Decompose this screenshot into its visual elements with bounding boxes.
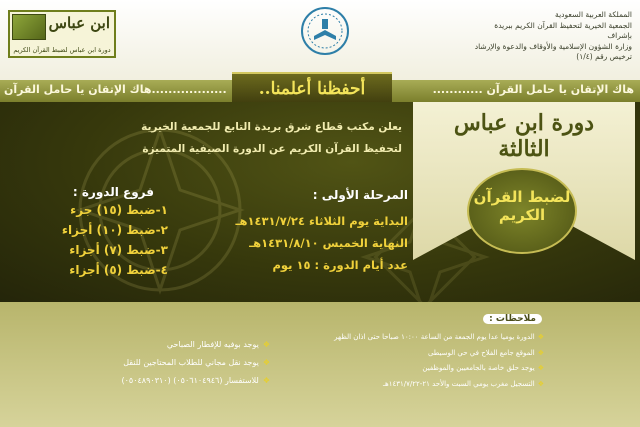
announcement bbox=[82, 116, 402, 160]
notes-title: ملاحظات : bbox=[483, 314, 542, 324]
org-line: بإشراف bbox=[607, 31, 632, 40]
bullet-icon: ❖ bbox=[537, 333, 544, 341]
bullet-icon: ❖ bbox=[262, 358, 270, 367]
course-name bbox=[413, 110, 635, 162]
course-purpose-line: لضبط القرآن bbox=[473, 188, 571, 206]
phase-info bbox=[228, 186, 408, 276]
info-item bbox=[50, 354, 270, 372]
slogan-right: هاك الإتقان يا حامل القرآن ............ bbox=[432, 83, 634, 96]
phase-end: النهاية الخميس ١٤٣١/٨/١٠هـ bbox=[249, 236, 408, 250]
note-text: التسجيل مغرب يومي السبت والأحد ٢١-١٤٣١/٧/٢٢هـ bbox=[383, 379, 535, 388]
info-text: يوجد نقل مجاني للطلاب المحتاجين للنقل bbox=[123, 358, 259, 367]
logo-subtitle: دورة ابن عباس لضبط القرآن الكريم bbox=[13, 46, 111, 54]
org-line: المملكة العربية السعودية bbox=[555, 10, 632, 19]
bullet-icon: ❖ bbox=[537, 348, 544, 357]
bottom-section bbox=[0, 302, 640, 427]
info-item bbox=[50, 372, 270, 390]
announcement-line: يعلن مكتب قطاع شرق بريدة التابع للجمعية الخيرية bbox=[141, 121, 402, 133]
note-text: يوجد حلق خاصة بالجامعيين والموظفين bbox=[422, 364, 535, 372]
course-name-line: دورة ابن عباس bbox=[453, 110, 595, 136]
org-line: الجمعية الخيرية لتحفيظ القرآن الكريم ببريدة bbox=[494, 20, 632, 30]
bullet-icon: ❖ bbox=[537, 379, 544, 388]
branches-title: فروع الدورة : bbox=[72, 185, 154, 199]
note-text: الموقع جامع الفلاح في حي الوسيطى bbox=[427, 348, 535, 357]
banner-center-text: أحفظنا أعلمنا.. bbox=[258, 79, 366, 99]
announcement-line: لتحفيظ القرآن الكريم عن الدورة الصيفية المتميزة bbox=[142, 143, 402, 155]
course-logo bbox=[8, 10, 116, 58]
organization-info bbox=[382, 10, 632, 63]
branch-item: ١-ضبط (١٥) جزء bbox=[70, 203, 168, 217]
course-purpose-badge bbox=[467, 168, 577, 254]
course-branches bbox=[8, 184, 168, 280]
association-emblem-icon bbox=[300, 6, 350, 56]
info-list bbox=[50, 336, 270, 390]
branch-item: ٢-ضبط (١٠) أجزاء bbox=[61, 223, 168, 237]
logo-title: ابن عباس bbox=[48, 14, 110, 32]
phase-start: البداية يوم الثلاثاء ١٤٣١/٧/٢٤هـ bbox=[235, 214, 408, 228]
banner-center-badge bbox=[232, 72, 392, 106]
header bbox=[0, 0, 640, 80]
logo-mosque-image bbox=[12, 14, 46, 40]
info-item bbox=[50, 336, 270, 354]
info-text: للاستفسار (٠٥٠٦١٠٤٩٤٦) (٠٥٠٤٨٩٠٣١٠) bbox=[121, 376, 259, 385]
org-line: وزارة الشؤون الإسلامية والأوقاف والدعوة والإرشاد bbox=[474, 41, 632, 51]
info-text: يوجد بوفيه للإفطار الصباحي bbox=[166, 340, 259, 349]
branch-item: ٤-ضبط (٥) أجزاء bbox=[69, 263, 168, 277]
phase-days: عدد أيام الدورة : ١٥ يوم bbox=[272, 258, 408, 272]
phase-title: المرحلة الأولى : bbox=[312, 188, 408, 202]
bullet-icon: ❖ bbox=[262, 376, 270, 385]
bullet-icon: ❖ bbox=[537, 364, 544, 372]
note-text: الدورة يوميا عدا يوم الجمعة من الساعة ١٠:٠٠ صباحا حتى اذان الظهر bbox=[334, 333, 535, 341]
bullet-icon: ❖ bbox=[262, 340, 270, 349]
slogan-left: ..................هاك الإتقان يا حامل القرآن bbox=[4, 83, 227, 96]
course-name-line: الثالثة bbox=[498, 136, 550, 162]
branch-item: ٣-ضبط (٧) أجزاء bbox=[69, 243, 168, 257]
org-line: ترخيص رقم (١/٤) bbox=[576, 52, 632, 61]
course-purpose-line: الكريم bbox=[498, 206, 546, 224]
